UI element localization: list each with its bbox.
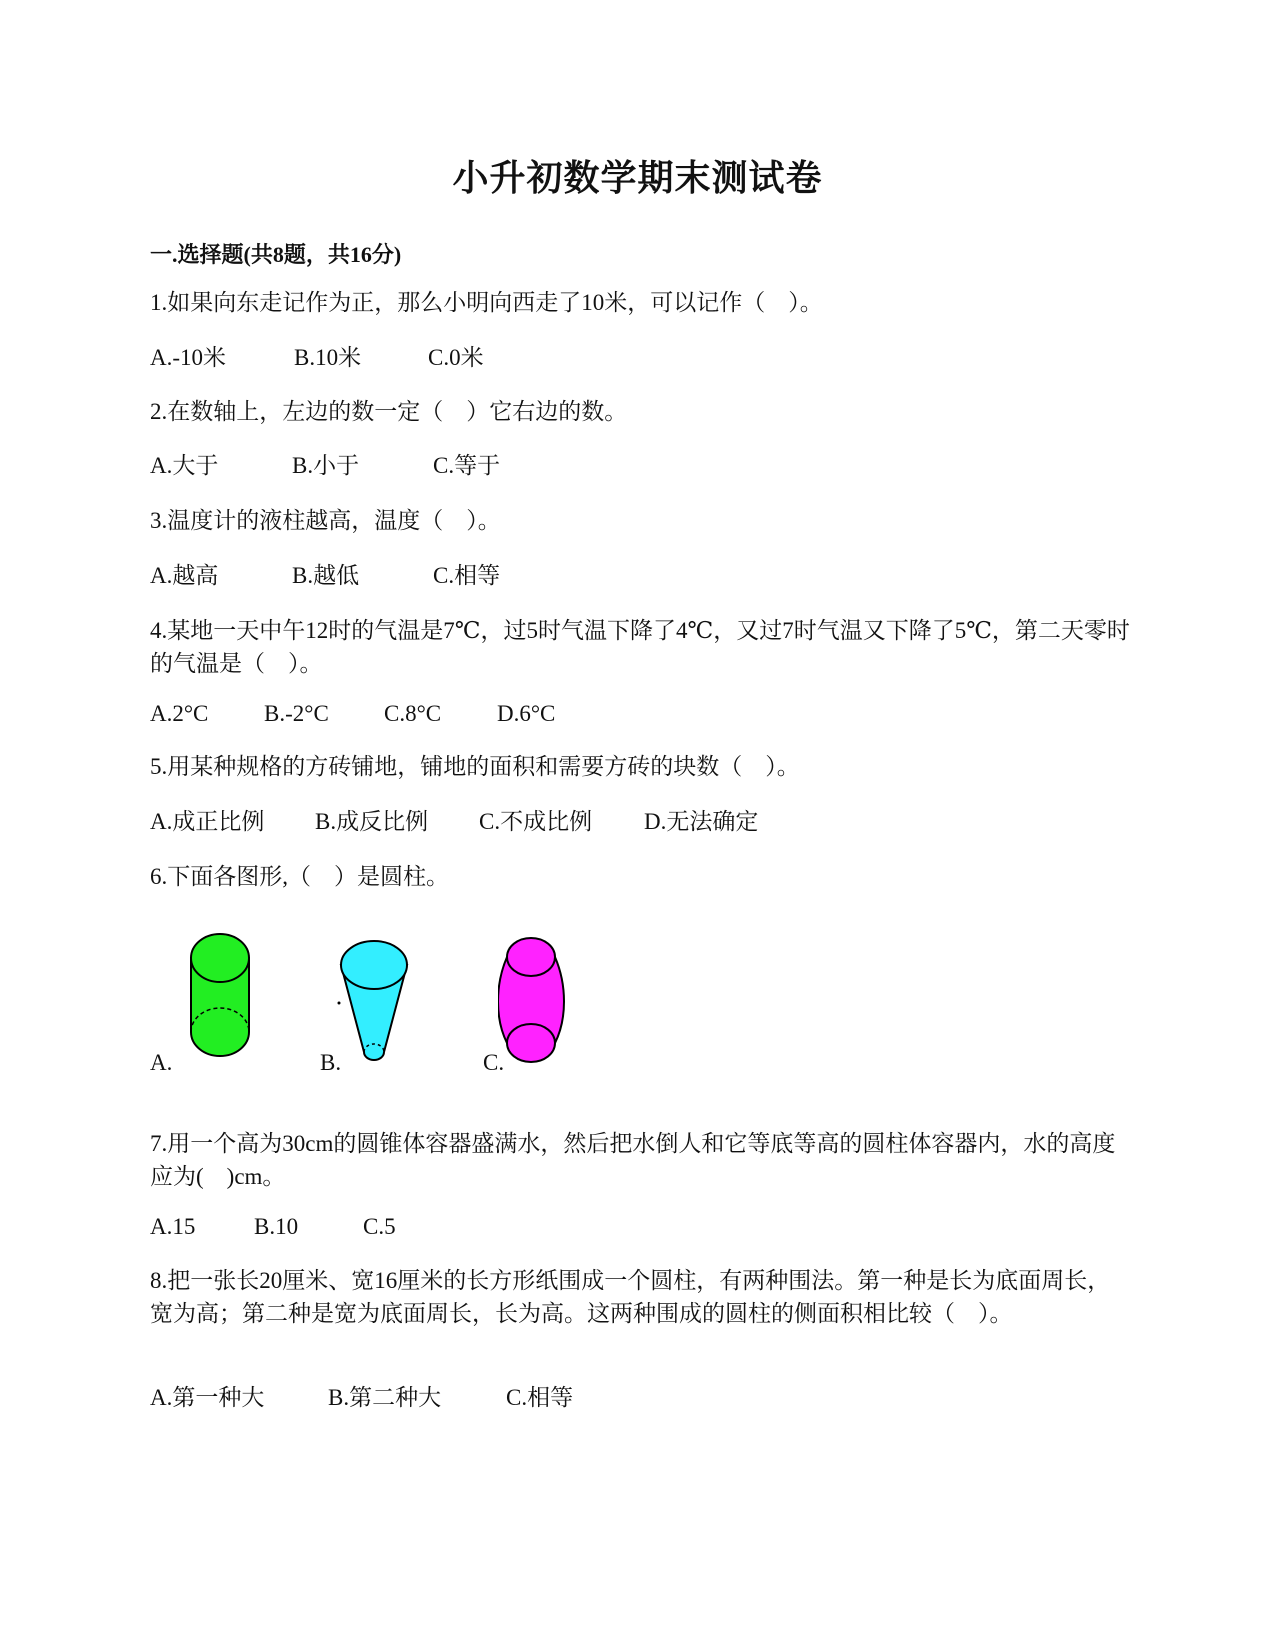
option-a: A.第一种大: [150, 1385, 265, 1410]
option-a: A.越高: [150, 563, 219, 588]
question-2: 2.在数轴上，左边的数一定（ ）它右边的数。: [150, 399, 628, 424]
option-b: B.-2°C: [264, 701, 329, 726]
figure-label-a: A.: [150, 1050, 173, 1075]
cylinder-figure: [186, 928, 254, 1066]
option-a: A.2°C: [150, 701, 209, 726]
question-6: 6.下面各图形,（ ）是圆柱。: [150, 864, 449, 889]
option-a: A.15: [150, 1214, 196, 1239]
page-title: 小升初数学期末测试卷: [452, 158, 823, 198]
question-7: 7.用一个高为30cm的圆锥体容器盛满水，然后把水倒人和它等底等高的圆柱体容器内，水的高度应为( )cm。: [150, 1131, 1116, 1189]
option-d: D.无法确定: [644, 809, 759, 834]
cone-figure: [336, 935, 416, 1067]
option-b: B.第二种大: [328, 1385, 442, 1410]
options-2: [150, 449, 500, 482]
question-5: 5.用某种规格的方砖铺地，铺地的面积和需要方砖的块数（ ）。: [150, 754, 800, 779]
option-c: C.等于: [433, 453, 501, 478]
section-heading: 一.选择题(共8题，共16分): [150, 242, 402, 267]
option-b: B.小于: [292, 453, 360, 478]
question-1: 1.如果向东走记作为正，那么小明向西走了10米，可以记作（ ）。: [150, 290, 823, 315]
option-c: C.不成比例: [479, 809, 593, 834]
option-a: A.成正比例: [150, 809, 265, 834]
question-3: 3.温度计的液柱越高，温度（ ）。: [150, 508, 501, 533]
option-a: A.大于: [150, 453, 219, 478]
option-c: C.5: [363, 1214, 396, 1239]
option-b: B.越低: [292, 563, 360, 588]
options-8: [150, 1381, 573, 1414]
options-4: [150, 697, 555, 730]
figure-label-c: C.: [483, 1050, 505, 1075]
barrel-figure: [498, 935, 566, 1067]
option-a: A.-10米: [150, 345, 227, 370]
option-b: B.成反比例: [315, 809, 429, 834]
question-4: 4.某地一天中午12时的气温是7℃，过5时气温下降了4℃，又过7时气温又下降了5℃，第二天零时的气温是（ ）。: [150, 618, 1130, 676]
option-c: C.0米: [428, 345, 484, 370]
option-b: B.10米: [294, 345, 362, 370]
option-c: C.8°C: [384, 701, 442, 726]
options-7: [150, 1210, 396, 1243]
option-c: C.相等: [506, 1385, 574, 1410]
option-d: D.6°C: [497, 701, 556, 726]
figure-label-b: B.: [320, 1050, 342, 1075]
options-1: [150, 341, 484, 374]
option-c: C.相等: [433, 563, 501, 588]
options-5: [150, 805, 758, 838]
question-8: 8.把一张长20厘米、宽16厘米的长方形纸围成一个圆柱，有两种围法。第一种是长为底面周长，宽为高；第二种是宽为底面周长，长为高。这两种围成的圆柱的侧面积相比较（ ）。: [150, 1268, 1111, 1326]
option-b: B.10: [254, 1214, 299, 1239]
options-3: [150, 559, 500, 592]
